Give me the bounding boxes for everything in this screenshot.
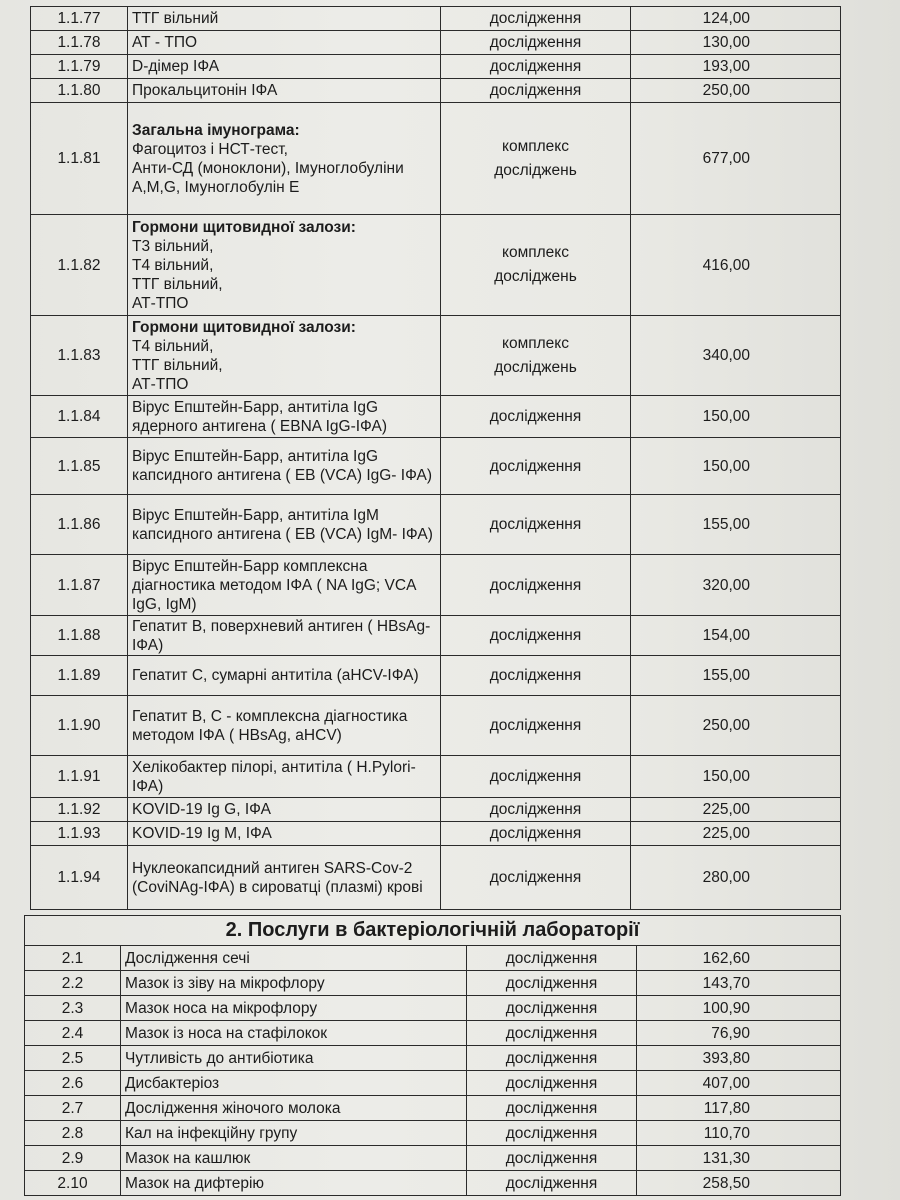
row-code: 2.2 xyxy=(25,971,121,996)
row-name: Чутливість до антибіотика xyxy=(121,1046,467,1071)
row-code: 2.6 xyxy=(25,1071,121,1096)
row-price: 250,00 xyxy=(631,79,841,103)
row-code: 1.1.91 xyxy=(31,756,128,798)
table-row xyxy=(31,798,841,822)
row-unit: дослідження xyxy=(441,55,631,79)
row-unit: дослідження xyxy=(441,798,631,822)
row-name: Мазок носа на мікрофлору xyxy=(121,996,467,1021)
row-name: Мазок із зіву на мікрофлору xyxy=(121,971,467,996)
row-name-cell xyxy=(128,316,441,396)
row-code: 2.3 xyxy=(25,996,121,1021)
row-code: 1.1.93 xyxy=(31,822,128,846)
row-code: 2.7 xyxy=(25,1096,121,1121)
row-unit: дослідження xyxy=(441,396,631,438)
row-price: 150,00 xyxy=(631,756,841,798)
price-table-section-2 xyxy=(24,915,841,1196)
table-row xyxy=(31,31,841,55)
row-price: 76,90 xyxy=(637,1021,841,1046)
section-heading-row xyxy=(25,916,841,946)
row-price: 154,00 xyxy=(631,616,841,656)
table-row xyxy=(31,696,841,756)
row-unit: дослідження xyxy=(441,656,631,696)
row-name: D-дімер ІФА xyxy=(128,55,441,79)
row-price: 250,00 xyxy=(631,696,841,756)
row-name: Вірус Епштейн-Барр, антитіла IgG капсидного антигена ( EB (VCA) IgG- ІФА) xyxy=(128,438,441,495)
row-code: 2.5 xyxy=(25,1046,121,1071)
price-table-section-1 xyxy=(30,6,841,910)
row-price: 280,00 xyxy=(631,846,841,910)
row-name: Вірус Епштейн-Барр комплексна діагностика методом ІФА ( NA IgG; VCA IgG, IgM) xyxy=(128,555,441,616)
table-row xyxy=(31,656,841,696)
row-unit: дослідження xyxy=(441,822,631,846)
row-unit: дослідження xyxy=(441,7,631,31)
row-group-title: Загальна імунограма: xyxy=(132,121,300,139)
row-price: 393,80 xyxy=(637,1046,841,1071)
table-row xyxy=(25,1021,841,1046)
row-unit: дослідження xyxy=(467,946,637,971)
table-row xyxy=(25,1171,841,1196)
row-group-title: Гормони щитовидної залози: xyxy=(132,218,356,236)
table-row xyxy=(31,55,841,79)
table-row xyxy=(25,996,841,1021)
row-price: 340,00 xyxy=(631,316,841,396)
row-name: Фагоцитоз і НСТ-тест, Анти-СД (моноклони), Імуноглобуліни A,M,G, Імуноглобулін Е xyxy=(132,140,404,196)
table-row xyxy=(25,1146,841,1171)
row-unit: дослідження xyxy=(441,846,631,910)
row-code: 1.1.86 xyxy=(31,495,128,555)
row-name: Дослідження жіночого молока xyxy=(121,1096,467,1121)
row-unit: дослідження xyxy=(441,756,631,798)
row-price: 131,30 xyxy=(637,1146,841,1171)
row-name: Гепатит С, сумарні антитіла (aHCV-ІФА) xyxy=(128,656,441,696)
table-row xyxy=(31,215,841,316)
row-name: Нуклеокапсидний антиген SARS-Cov-2 (CoviNAg-ІФА) в сироватці (плазмі) крові xyxy=(128,846,441,910)
row-unit: дослідження xyxy=(441,616,631,656)
row-name: Вірус Епштейн-Барр, антитіла IgG ядерного антигена ( EBNA IgG-ІФА) xyxy=(128,396,441,438)
row-name-cell xyxy=(128,103,441,215)
section-heading: 2. Послуги в бактеріологічній лабораторії xyxy=(25,916,841,946)
row-code: 1.1.84 xyxy=(31,396,128,438)
row-price: 320,00 xyxy=(631,555,841,616)
row-price: 155,00 xyxy=(631,656,841,696)
row-price: 162,60 xyxy=(637,946,841,971)
row-code: 1.1.83 xyxy=(31,316,128,396)
table-row xyxy=(31,7,841,31)
row-name-cell xyxy=(128,215,441,316)
row-unit: дослідження xyxy=(467,1121,637,1146)
row-unit: дослідження xyxy=(441,696,631,756)
row-unit: дослідження xyxy=(467,996,637,1021)
row-code: 1.1.78 xyxy=(31,31,128,55)
row-name: Т4 вільний, ТТГ вільний, АТ-ТПО xyxy=(132,337,223,393)
row-name: ТТГ вільний xyxy=(128,7,441,31)
row-code: 1.1.77 xyxy=(31,7,128,31)
row-price: 130,00 xyxy=(631,31,841,55)
row-unit: дослідження xyxy=(467,1046,637,1071)
row-code: 1.1.88 xyxy=(31,616,128,656)
row-price: 225,00 xyxy=(631,822,841,846)
row-price: 110,70 xyxy=(637,1121,841,1146)
row-price: 225,00 xyxy=(631,798,841,822)
row-name: Вірус Епштейн-Барр, антитіла IgM капсидного антигена ( EB (VCA) IgM- ІФА) xyxy=(128,495,441,555)
table-row xyxy=(31,822,841,846)
row-code: 1.1.92 xyxy=(31,798,128,822)
row-price: 193,00 xyxy=(631,55,841,79)
row-group-title: Гормони щитовидної залози: xyxy=(132,318,356,336)
row-code: 2.4 xyxy=(25,1021,121,1046)
row-code: 1.1.79 xyxy=(31,55,128,79)
row-code: 1.1.87 xyxy=(31,555,128,616)
row-name: АТ - ТПО xyxy=(128,31,441,55)
row-code: 1.1.82 xyxy=(31,215,128,316)
table-row xyxy=(25,971,841,996)
table-row xyxy=(31,555,841,616)
table-row xyxy=(31,438,841,495)
table-row xyxy=(31,79,841,103)
row-unit: дослідження xyxy=(467,1171,637,1196)
row-name: Гепатит В, поверхневий антиген ( HBsAg-ІФА) xyxy=(128,616,441,656)
table-row xyxy=(25,946,841,971)
row-code: 1.1.89 xyxy=(31,656,128,696)
row-code: 2.8 xyxy=(25,1121,121,1146)
row-name: KOVID-19 Ig G, ІФА xyxy=(128,798,441,822)
row-unit: дослідження xyxy=(467,1096,637,1121)
row-price: 150,00 xyxy=(631,438,841,495)
row-unit: комплекс досліджень xyxy=(441,316,631,396)
row-price: 677,00 xyxy=(631,103,841,215)
row-unit: комплекс досліджень xyxy=(441,103,631,215)
row-name: Дослідження сечі xyxy=(121,946,467,971)
row-unit: дослідження xyxy=(467,1071,637,1096)
row-unit: дослідження xyxy=(441,79,631,103)
row-price: 150,00 xyxy=(631,396,841,438)
row-unit: комплекс досліджень xyxy=(441,215,631,316)
table-row xyxy=(31,495,841,555)
row-name: Кал на інфекційну групу xyxy=(121,1121,467,1146)
row-name: Гепатит В, С - комплексна діагностика методом ІФА ( HBsAg, aHCV) xyxy=(128,696,441,756)
row-price: 143,70 xyxy=(637,971,841,996)
row-price: 155,00 xyxy=(631,495,841,555)
row-unit: дослідження xyxy=(467,1021,637,1046)
table-row xyxy=(31,616,841,656)
row-price: 416,00 xyxy=(631,215,841,316)
table-row xyxy=(31,756,841,798)
row-price: 117,80 xyxy=(637,1096,841,1121)
row-unit: дослідження xyxy=(441,31,631,55)
row-price: 258,50 xyxy=(637,1171,841,1196)
table-row xyxy=(31,316,841,396)
row-name: Мазок із носа на стафілокок xyxy=(121,1021,467,1046)
row-name: Дисбактеріоз xyxy=(121,1071,467,1096)
table-row xyxy=(25,1046,841,1071)
row-name: Мазок на кашлюк xyxy=(121,1146,467,1171)
row-code: 1.1.81 xyxy=(31,103,128,215)
table-row xyxy=(31,846,841,910)
row-name: Т3 вільний, Т4 вільний, ТТГ вільний, АТ-ТПО xyxy=(132,237,223,312)
table-row xyxy=(25,1071,841,1096)
table-row xyxy=(31,103,841,215)
row-name: KOVID-19 Ig M, ІФА xyxy=(128,822,441,846)
row-unit: дослідження xyxy=(467,971,637,996)
row-code: 1.1.90 xyxy=(31,696,128,756)
row-price: 407,00 xyxy=(637,1071,841,1096)
table-row xyxy=(25,1121,841,1146)
row-code: 1.1.85 xyxy=(31,438,128,495)
row-code: 2.10 xyxy=(25,1171,121,1196)
row-unit: дослідження xyxy=(441,555,631,616)
row-unit: дослідження xyxy=(467,1146,637,1171)
row-code: 2.9 xyxy=(25,1146,121,1171)
row-unit: дослідження xyxy=(441,438,631,495)
row-price: 100,90 xyxy=(637,996,841,1021)
row-unit: дослідження xyxy=(441,495,631,555)
row-name: Мазок на дифтерію xyxy=(121,1171,467,1196)
table-row xyxy=(31,396,841,438)
row-name: Хелікобактер пілорі, антитіла ( H.Pylori- ІФА) xyxy=(128,756,441,798)
row-price: 124,00 xyxy=(631,7,841,31)
row-code: 2.1 xyxy=(25,946,121,971)
row-code: 1.1.94 xyxy=(31,846,128,910)
row-code: 1.1.80 xyxy=(31,79,128,103)
table-row xyxy=(25,1096,841,1121)
row-name: Прокальцитонін ІФА xyxy=(128,79,441,103)
